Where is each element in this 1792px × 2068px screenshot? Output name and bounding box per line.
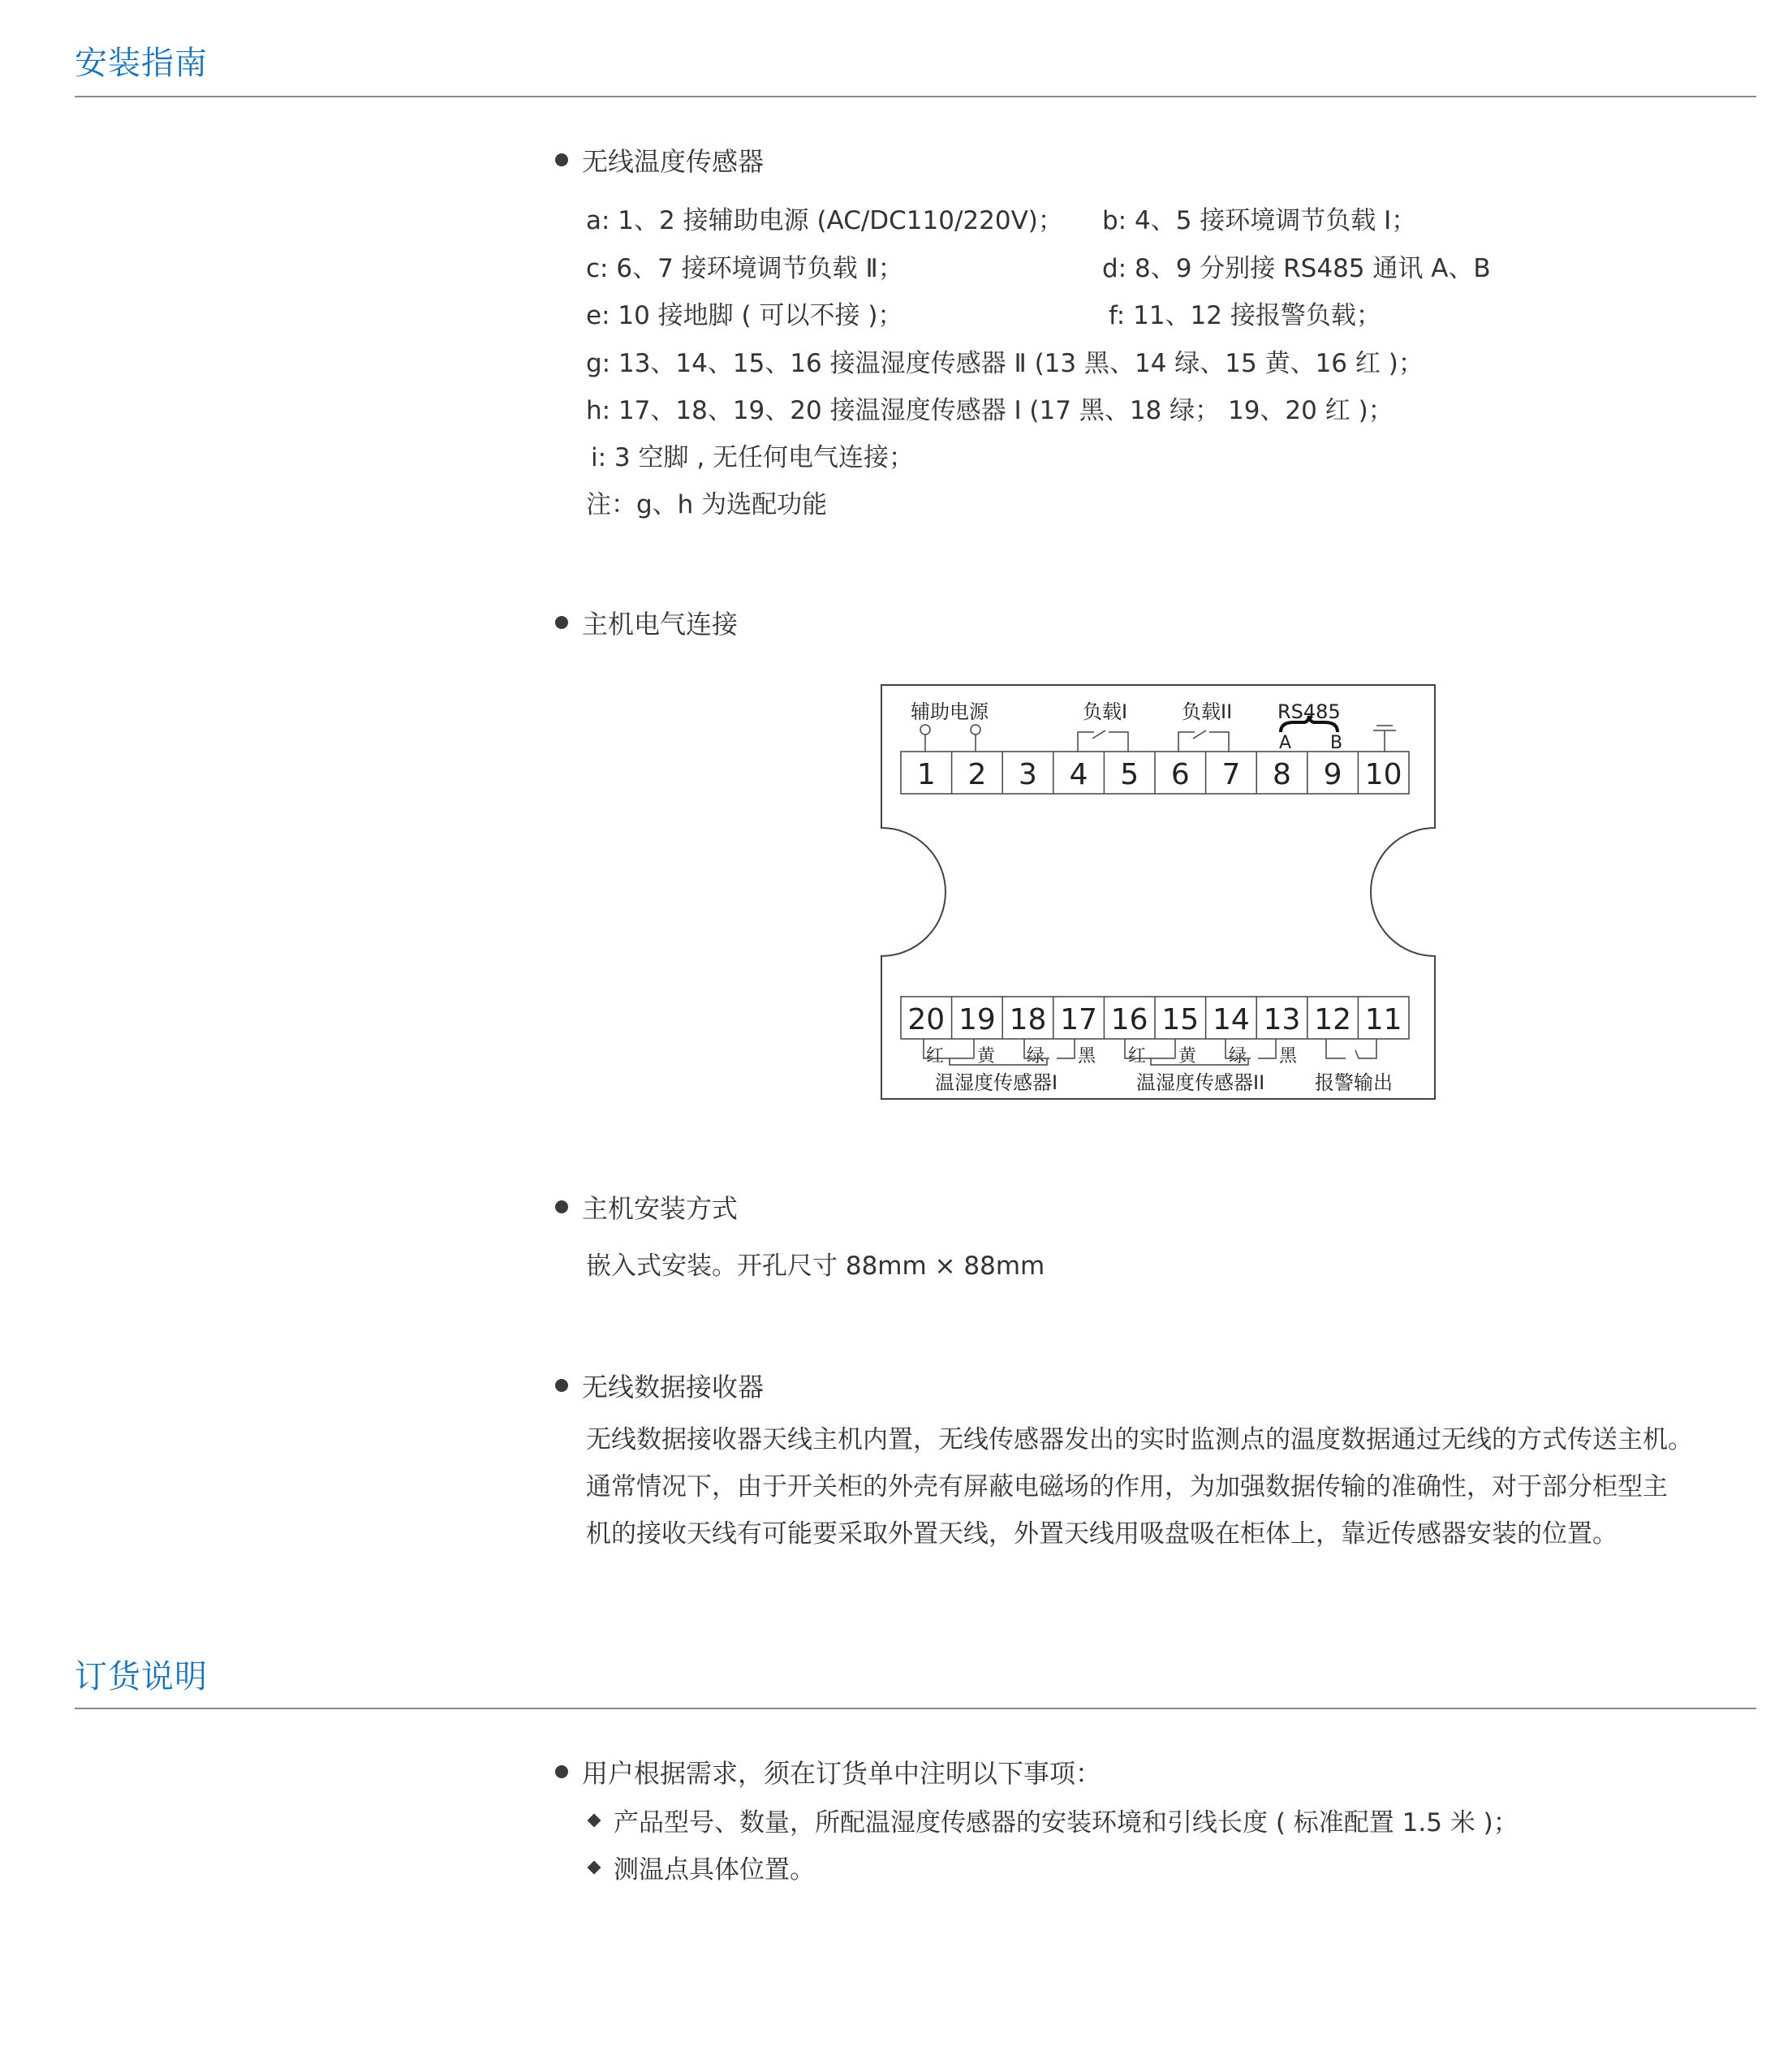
diamond-bullet-icon	[588, 1813, 601, 1827]
wiring-diagram	[880, 683, 1437, 1101]
sensor-item-i: i: 3 空脚 , 无任何电气连接；	[591, 443, 915, 472]
device-outline	[881, 685, 1435, 1099]
terminal-8: 8	[1273, 758, 1291, 791]
terminal-5: 5	[1120, 758, 1139, 791]
terminal-12: 12	[1314, 1003, 1352, 1036]
order-section-title: 订货说明	[75, 1658, 208, 1695]
wire-color-green-2: 绿	[1229, 1046, 1247, 1066]
bullet-dot-icon	[555, 153, 568, 166]
receiver-heading	[555, 1367, 764, 1404]
terminal-3: 3	[1019, 758, 1037, 791]
terminal-17: 17	[1060, 1003, 1098, 1036]
terminal-19: 19	[958, 1003, 996, 1036]
wire-color-black-1: 黑	[1078, 1046, 1096, 1066]
receiver-heading-text: 无线数据接收器	[582, 1372, 765, 1402]
electrical-heading	[555, 604, 738, 641]
terminal-9: 9	[1323, 758, 1342, 791]
sensor-item-c: c: 6、7 接环境调节负载 Ⅱ；	[586, 254, 903, 283]
mounting-heading-text: 主机安装方式	[582, 1193, 739, 1224]
order-section-divider	[75, 1708, 1756, 1709]
terminal-15: 15	[1161, 1003, 1200, 1036]
rs485-label: RS485	[1277, 700, 1341, 723]
sensor-item-e: e: 10 接地脚 ( 可以不接 )；	[586, 301, 903, 330]
ground-icon	[1373, 726, 1396, 752]
order-item	[586, 1802, 1518, 1838]
install-section-divider	[75, 96, 1756, 97]
sensor1-label: 温湿度传感器I	[935, 1071, 1058, 1094]
load-switch-icons	[1078, 730, 1229, 752]
load2-label: 负载II	[1182, 700, 1233, 723]
wire-color-red-2: 红	[1128, 1046, 1147, 1066]
order-heading-text: 用户根据需求，须在订货单中注明以下事项：	[582, 1758, 1102, 1789]
sensor-heading	[555, 141, 764, 179]
order-item-text: 测温点具体位置。	[614, 1855, 815, 1885]
terminal-11: 11	[1364, 1003, 1402, 1036]
electrical-heading-text: 主机电气连接	[582, 609, 739, 640]
install-section-title: 安装指南	[75, 45, 208, 82]
power-label: 辅助电源	[911, 700, 989, 723]
receiver-line-3: 机的接收天线有可能要采取外置天线，外置天线用吸盘吸在柜体上，靠近传感器安装的位置。	[586, 1519, 1618, 1549]
terminal-20: 20	[907, 1003, 946, 1036]
bullet-dot-icon	[555, 1200, 568, 1213]
terminal-4: 4	[1069, 758, 1088, 791]
order-item	[586, 1849, 815, 1885]
top-terminals	[917, 752, 1402, 794]
rs485-b-label: B	[1330, 733, 1343, 753]
order-heading	[555, 1753, 1101, 1790]
rs485-a-label: A	[1279, 733, 1292, 753]
bottom-terminals	[907, 997, 1402, 1039]
terminal-18: 18	[1009, 1003, 1047, 1036]
wire-color-green-1: 绿	[1027, 1046, 1045, 1066]
terminal-10: 10	[1364, 758, 1402, 791]
terminal-16: 16	[1110, 1003, 1148, 1036]
sensor-item-h: h: 17、18、19、20 接温湿度传感器 Ⅰ (17 黑、18 绿； 19、20 红 )；	[586, 396, 1394, 425]
terminal-13: 13	[1263, 1003, 1301, 1036]
bullet-dot-icon	[555, 1379, 568, 1392]
diamond-bullet-icon	[588, 1860, 601, 1874]
order-item-text: 产品型号、数量，所配温湿度传感器的安装环境和引线长度 ( 标准配置 1.5 米 )；	[614, 1808, 1518, 1838]
sensor-item-a: a: 1、2 接辅助电源 (AC/DC110/220V)；	[586, 206, 1063, 235]
terminal-2: 2	[967, 758, 987, 791]
wire-color-yellow-2: 黄	[1178, 1046, 1197, 1066]
sensor-item-g: g: 13、14、15、16 接温湿度传感器 Ⅱ (13 黑、14 绿、15 黄、16 红 )；	[586, 349, 1424, 378]
receiver-paragraph	[586, 1416, 1763, 1557]
receiver-line-2: 通常情况下，由于开关柜的外壳有屏蔽电磁场的作用，为加强数据传输的准确性，对于部分柜型主	[586, 1472, 1668, 1501]
bullet-dot-icon	[555, 616, 568, 629]
terminal-1: 1	[916, 758, 936, 791]
load1-label: 负载I	[1083, 700, 1128, 723]
sensor-heading-text: 无线温度传感器	[582, 146, 765, 177]
terminal-14: 14	[1212, 1003, 1250, 1036]
sensor-item-f: f: 11、12 接报警负载；	[1109, 301, 1381, 330]
sensor-item-d: d: 8、9 分别接 RS485 通讯 A、B	[1102, 254, 1491, 283]
mounting-heading	[555, 1188, 738, 1226]
mounting-text: 嵌入式安装。开孔尺寸 88mm × 88mm	[586, 1252, 1045, 1281]
terminal-7: 7	[1221, 758, 1241, 791]
terminal-6: 6	[1170, 758, 1190, 791]
receiver-line-1: 无线数据接收器天线主机内置，无线传感器发出的实时监测点的温度数据通过无线的方式传送主机。	[586, 1425, 1693, 1454]
wire-color-black-2: 黑	[1279, 1046, 1298, 1066]
alarm-output-label: 报警输出	[1315, 1071, 1393, 1094]
sensor-note: 注：g、h 为选配功能	[586, 490, 828, 519]
wire-color-yellow-1: 黄	[977, 1046, 996, 1066]
wire-color-red-1: 红	[926, 1046, 945, 1066]
sensor-item-b: b: 4、5 接环境调节负载 Ⅰ；	[1102, 206, 1417, 235]
power-terminal-icons	[920, 725, 980, 752]
sensor2-label: 温湿度传感器II	[1136, 1071, 1265, 1094]
bullet-dot-icon	[555, 1765, 568, 1778]
